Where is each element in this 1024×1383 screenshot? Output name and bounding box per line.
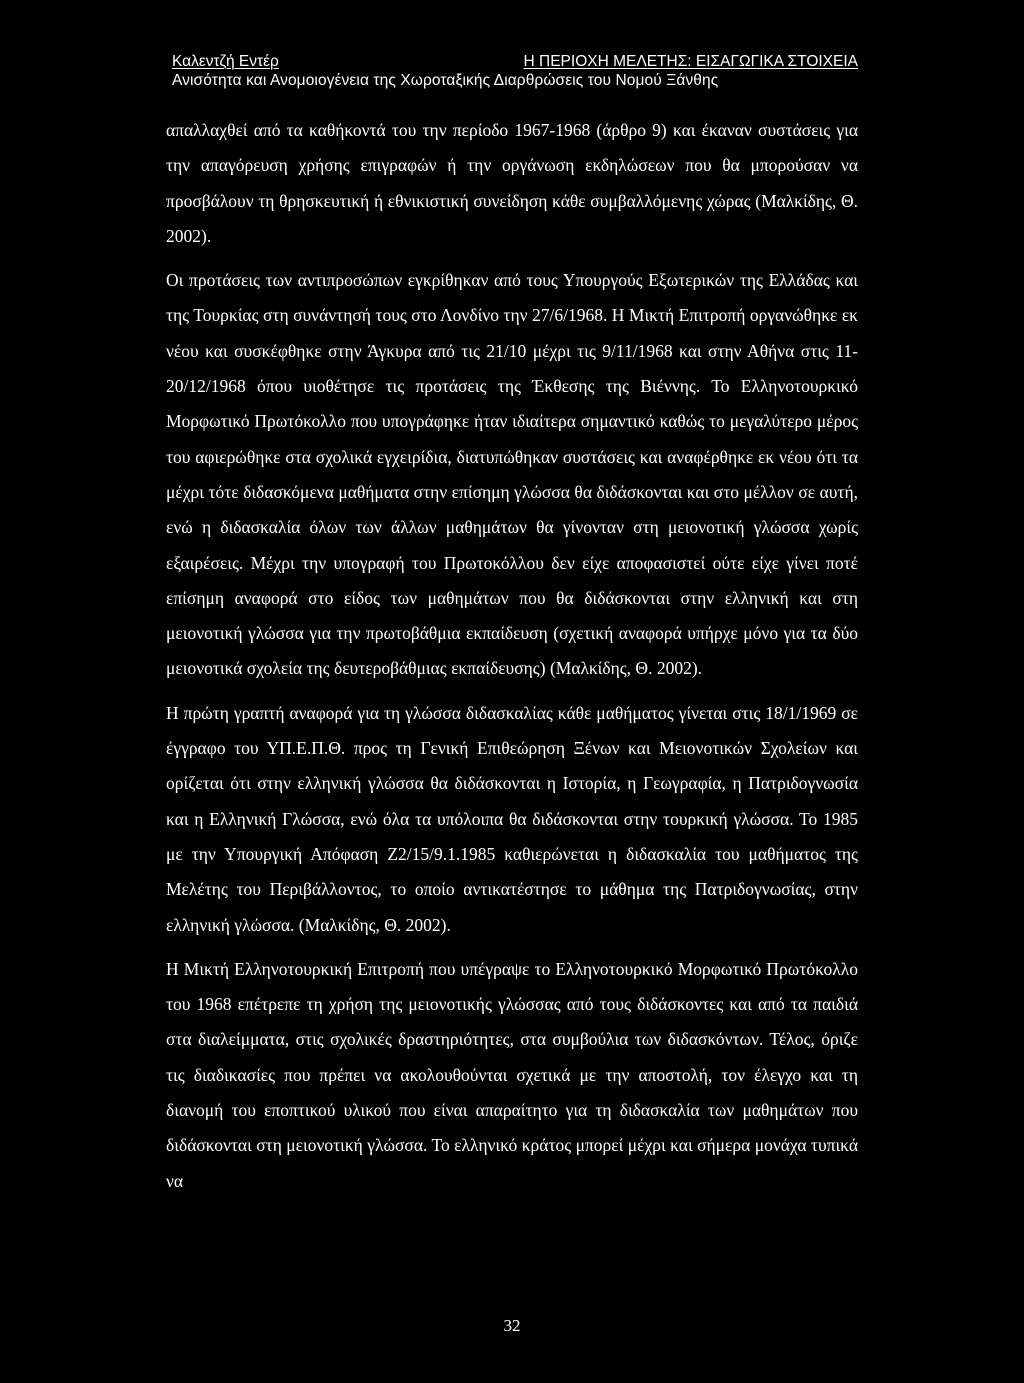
paragraph-2: Οι προτάσεις των αντιπροσώπων εγκρίθηκαν από τους Υπουργούς Εξωτερικών της Ελλάδας και της Τουρκίας στη συνάντησή τους στο Λονδίνο την 27/6/1968. Η Μικτή Επιτροπή οργανώθηκε εκ νέου και συσκέφθηκε στην Άγκυρα από τις 21/10 μέχρι τις 9/11/1968 και στην Αθήνα στις 11-20/12/1968 όπου υιοθέτησε τις προτάσεις της Έκθεσης της Βιέννης. Το Ελληνοτουρκικό Μορφωτικό Πρωτόκολλο που υπογράφηκε ήταν ιδιαίτερα σημαντικό καθώς το μεγαλύτερο μέρος του αφιερώθηκε στα σχολικά εγχειρίδια, διατυπώθηκαν συστάσεις και αναφέρθηκε εκ νέου ότι τα μέχρι τότε διδασκόμενα μαθήματα στην επίσημη γλώσσα θα διδάσκονται και στο μέλλον σε αυτή, ενώ η διδασκαλία όλων των άλλων μαθημάτων θα γίνονταν στη μειονοτική γλώσσα χωρίς εξαιρέσεις. Μέχρι την υπογραφή του Πρωτοκόλλου δεν είχε αποφασιστεί ούτε είχε γίνει ποτέ επίσημη αναφορά στο είδος των μαθημάτων που θα διδάσκονται στην ελληνική και στη μειονοτική γλώσσα για την πρωτοβάθμια εκπαίδευση (σχετική αναφορά υπήρχε μόνο για τα δύο μειονοτικά σχολεία της δευτεροβάθμιας εκπαίδευσης) (Μαλκίδης, Θ. 2002). bbox=[166, 270, 858, 679]
header-section-title: Η ΠΕΡΙΟΧΗ ΜΕΛΕΤΗΣ: ΕΙΣΑΓΩΓΙΚΑ ΣΤΟΙΧΕΙΑ bbox=[523, 53, 858, 70]
running-header bbox=[172, 52, 858, 90]
paragraph-3: Η πρώτη γραπτή αναφορά για τη γλώσσα διδασκαλίας κάθε μαθήματος γίνεται στις 18/1/1969 σε έγγραφο του ΥΠ.Ε.Π.Θ. προς τη Γενική Επιθεώρηση Ξένων και Μειονοτικών Σχολείων και ορίζεται ότι στην ελληνική γλώσσα θα διδάσκονται η Ιστορία, η Γεωγραφία, η Πατριδογνωσία και η Ελληνική Γλώσσα, ενώ όλα τα υπόλοιπα θα διδάσκονται στην τουρκική γλώσσα. Το 1985 με την Υπουργική Απόφαση Ζ2/15/9.1.1985 καθιερώνεται η διδασκαλία του μαθήματος της Μελέτης του Περιβάλλοντος, το οποίο αντικατέστησε το μάθημα της Πατριδογνωσίας, στην ελληνική γλώσσα. (Μαλκίδης, Θ. 2002). bbox=[166, 702, 858, 935]
header-top-line bbox=[172, 52, 858, 71]
paragraph-4: Η Μικτή Ελληνοτουρκική Επιτροπή που υπέγραψε το Ελληνοτουρκικό Μορφωτικό Πρωτόκολλο του 1968 επέτρεπε τη χρήση της μειονοτικής γλώσσας από τους διδάσκοντες και από τα παιδιά στα διαλείμματα, στις σχολικές δραστηριότητες, στα συμβούλια των διδασκόντων. Τέλος, όριζε τις διαδικασίες που πρέπει να ακολουθούνται σχετικά με την αποστολή, τον έλεγχο και τη διανομή του εποπτικού υλικού που είναι απαραίτητο για τη διδασκαλία των μαθημάτων που διδάσκονται στη μειονοτική γλώσσα. Το ελληνικό κράτος μπορεί μέχρι και σήμερα μονάχα τυπικά να bbox=[166, 958, 858, 1191]
document-body bbox=[166, 113, 858, 1199]
header-thesis-title: Ανισότητα και Ανομοιογένεια της Χωροταξικής Διαρθρώσεις του Νομού Ξάνθης bbox=[172, 72, 719, 89]
paragraph-1: απαλλαχθεί από τα καθήκοντά του την περίοδο 1967-1968 (άρθρο 9) και έκαναν συστάσεις για την απαγόρευση χρήσης επιγραφών ή την οργάνωση εκδηλώσεων που θα μπορούσαν να προσβάλουν τη θρησκευτική ή εθνικιστική συνείδηση κάθε συμβαλλόμενης χώρας (Μαλκίδης, Θ. 2002). bbox=[166, 120, 858, 246]
page-number: 32 bbox=[503, 1316, 521, 1335]
header-author: Καλεντζή Εντέρ bbox=[172, 53, 279, 70]
